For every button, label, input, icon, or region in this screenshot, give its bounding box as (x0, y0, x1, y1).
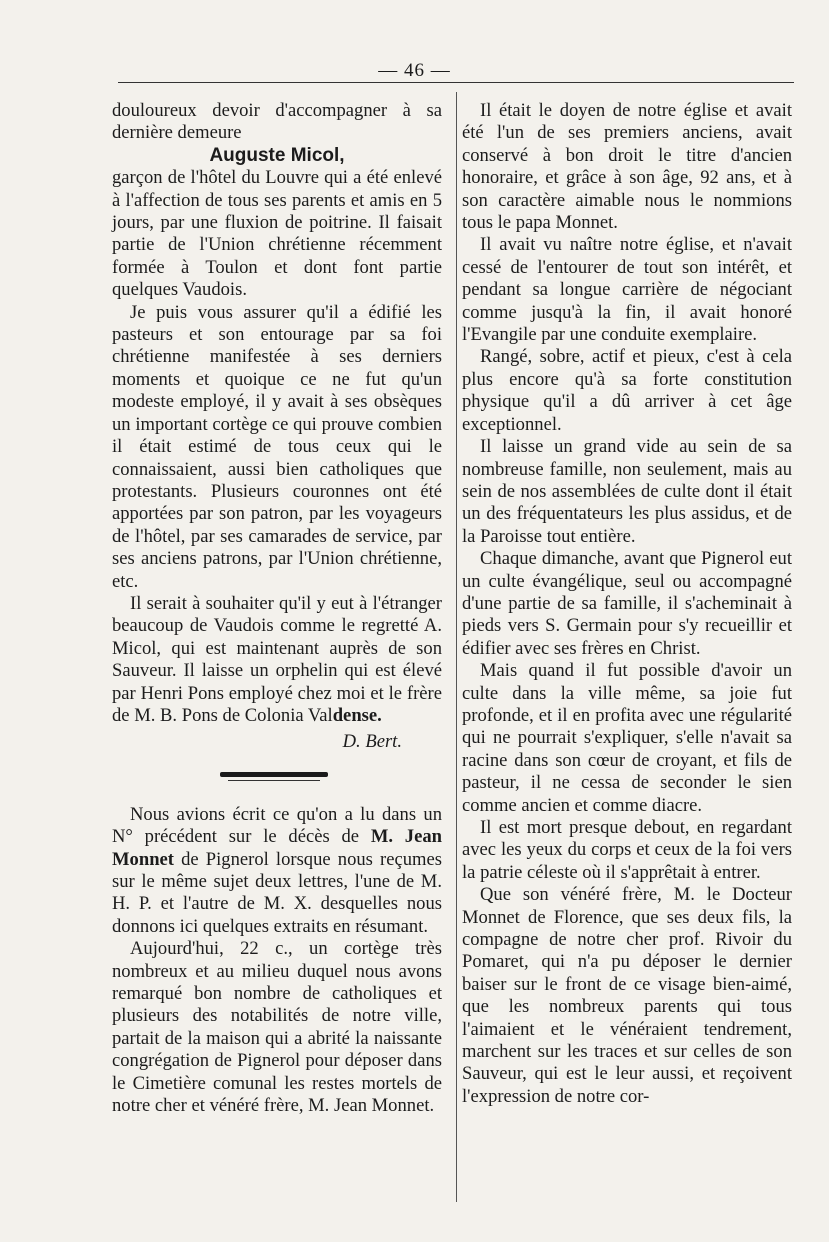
signature: D. Bert. (342, 731, 402, 753)
left-paragraph-5-a: Nous avions écrit ce qu'on a lu dans un N° précédent sur le décès de (112, 803, 442, 848)
deceased-name-heading: Auguste Micol, (209, 144, 345, 166)
left-paragraph-1: douloureux devoir d'accompagner à sa dernière demeure (112, 100, 442, 144)
right-paragraph-5: Chaque dimanche, avant que Pignerol eut un culte évangélique, seul ou accompagné d'une partie de sa famille, il s'acheminait à pieds vers S. Germain pour s'y recueillir et édifier avec ses frères en Christ. (462, 548, 792, 659)
page-number: — 46 — (378, 60, 451, 81)
left-paragraph-6: Aujourd'hui, 22 c., un cortège très nombreux et au milieu duquel nous avons remarqué bon nombre de catholiques et plusieurs des notabilités de notre ville, partait de la maison qui a abrité la naissante congrégation de Pignerol pour déposer dans le Cimetière comunal les restes mortels de notre cher et vénéré frère, M. Jean Monnet. (112, 938, 442, 1117)
left-paragraph-5-b: de Pignerol lorsque nous reçumes sur le même sujet deux lettres, l'une de M. H. P. et l'autre de M. X. desquelles nous donnons ici quelques extraits en résumant. (112, 848, 442, 937)
left-paragraph-4-bold: dense. (332, 704, 382, 726)
right-paragraph-6: Mais quand il fut possible d'avoir un culte dans la ville même, sa joie fut profonde, et il en profita avec une régularité qui ne pourrait s'expliquer, s'elle n'avait sa racine dans son cœur de croyant, et fils de pasteur, il ne cessa de seconder le sien comme ancien et comme diacre. (462, 660, 792, 816)
column-divider (456, 92, 457, 1202)
section-separator (112, 754, 442, 804)
separator-bar (220, 772, 328, 777)
left-paragraph-5-bold-name: M. Jean Monnet (112, 826, 442, 870)
left-paragraph-5 (112, 804, 442, 938)
left-paragraph-2: garçon de l'hôtel du Louvre qui a été enlevé à l'affection de tous ses parents et amis en 5 jours, par une fluxion de poitrine. Il faisait partie de l'Union chrétienne récemment formée à Toulon et dont font partie quelques Vaudois. (112, 167, 442, 301)
right-paragraph-8: Que son vénéré frère, M. le Docteur Monnet de Florence, que ses deux fils, la compagne de notre cher prof. Rivoir du Pomaret, qui n'a pu déposer le dernier baiser sur le front de ce visage bien-aimé, que les nombreux parents qui tous l'aimaient et le vénéraient tendrement, marchent sur les traces et sur celles de son Sauveur, qui est le leur aussi, et reçoivent l'expression de notre cor- (462, 884, 792, 1107)
right-paragraph-4: Il laisse un grand vide au sein de sa nombreuse famille, non seulement, mais au sein de nos assemblées de culte dont il était un des fréquentateurs les plus assidus, et de la Paroisse tout entière. (462, 436, 792, 547)
right-paragraph-7: Il est mort presque debout, en regardant avec les yeux du corps et ceux de la foi vers la patrie céleste où il s'apprêtait à entrer. (462, 817, 792, 883)
right-paragraph-3: Rangé, sobre, actif et pieux, c'est à cela plus encore qu'à sa forte constitution physique qu'il a dû arriver à cet âge exceptionnel. (462, 346, 792, 435)
right-column (462, 100, 792, 1108)
left-paragraph-3: Je puis vous assurer qu'il a édifié les pasteurs et son entourage par sa foi chrétienne manifestée à ses derniers moments et quoique ce ne fut qu'un modeste employé, il y avait à ses obsèques un important cortège ce qui prouve combien il était estimé de tous ceux qui le connaissaient, aussi bien catholiques que protestants. Plusieurs couronnes ont été apportées par son patron, par les voyageurs de l'hôtel, par ses camarades de service, par ses anciens patrons, par l'Union chrétienne, etc. (112, 301, 442, 592)
header-rule (118, 82, 794, 83)
right-paragraph-2: Il avait vu naître notre église, et n'avait cessé de l'entourer de tout son intérêt, et pendant sa longue carrière de négociant comme jusqu'à la fin, il avait honoré l'Evangile par une conduite exemplaire. (462, 234, 792, 346)
left-column (112, 100, 442, 1117)
left-paragraph-4 (112, 593, 442, 727)
left-paragraph-4-text: Il serait à souhaiter qu'il y eut à l'étranger beaucoup de Vaudois comme le regretté A. Micol, qui est maintenant auprès de son Sauveur. Il laisse un orphelin qui est élevé par Henri Pons employé chez moi et le frère de M. B. Pons de Colonia Val (112, 592, 442, 726)
right-paragraph-1: Il était le doyen de notre église et avait été l'un de ses premiers anciens, avait conservé à bon droit le titre d'ancien honoraire, et grâce à son âge, 92 ans, et à son caractère aimable nous le nommions tous le papa Monnet. (462, 100, 792, 234)
